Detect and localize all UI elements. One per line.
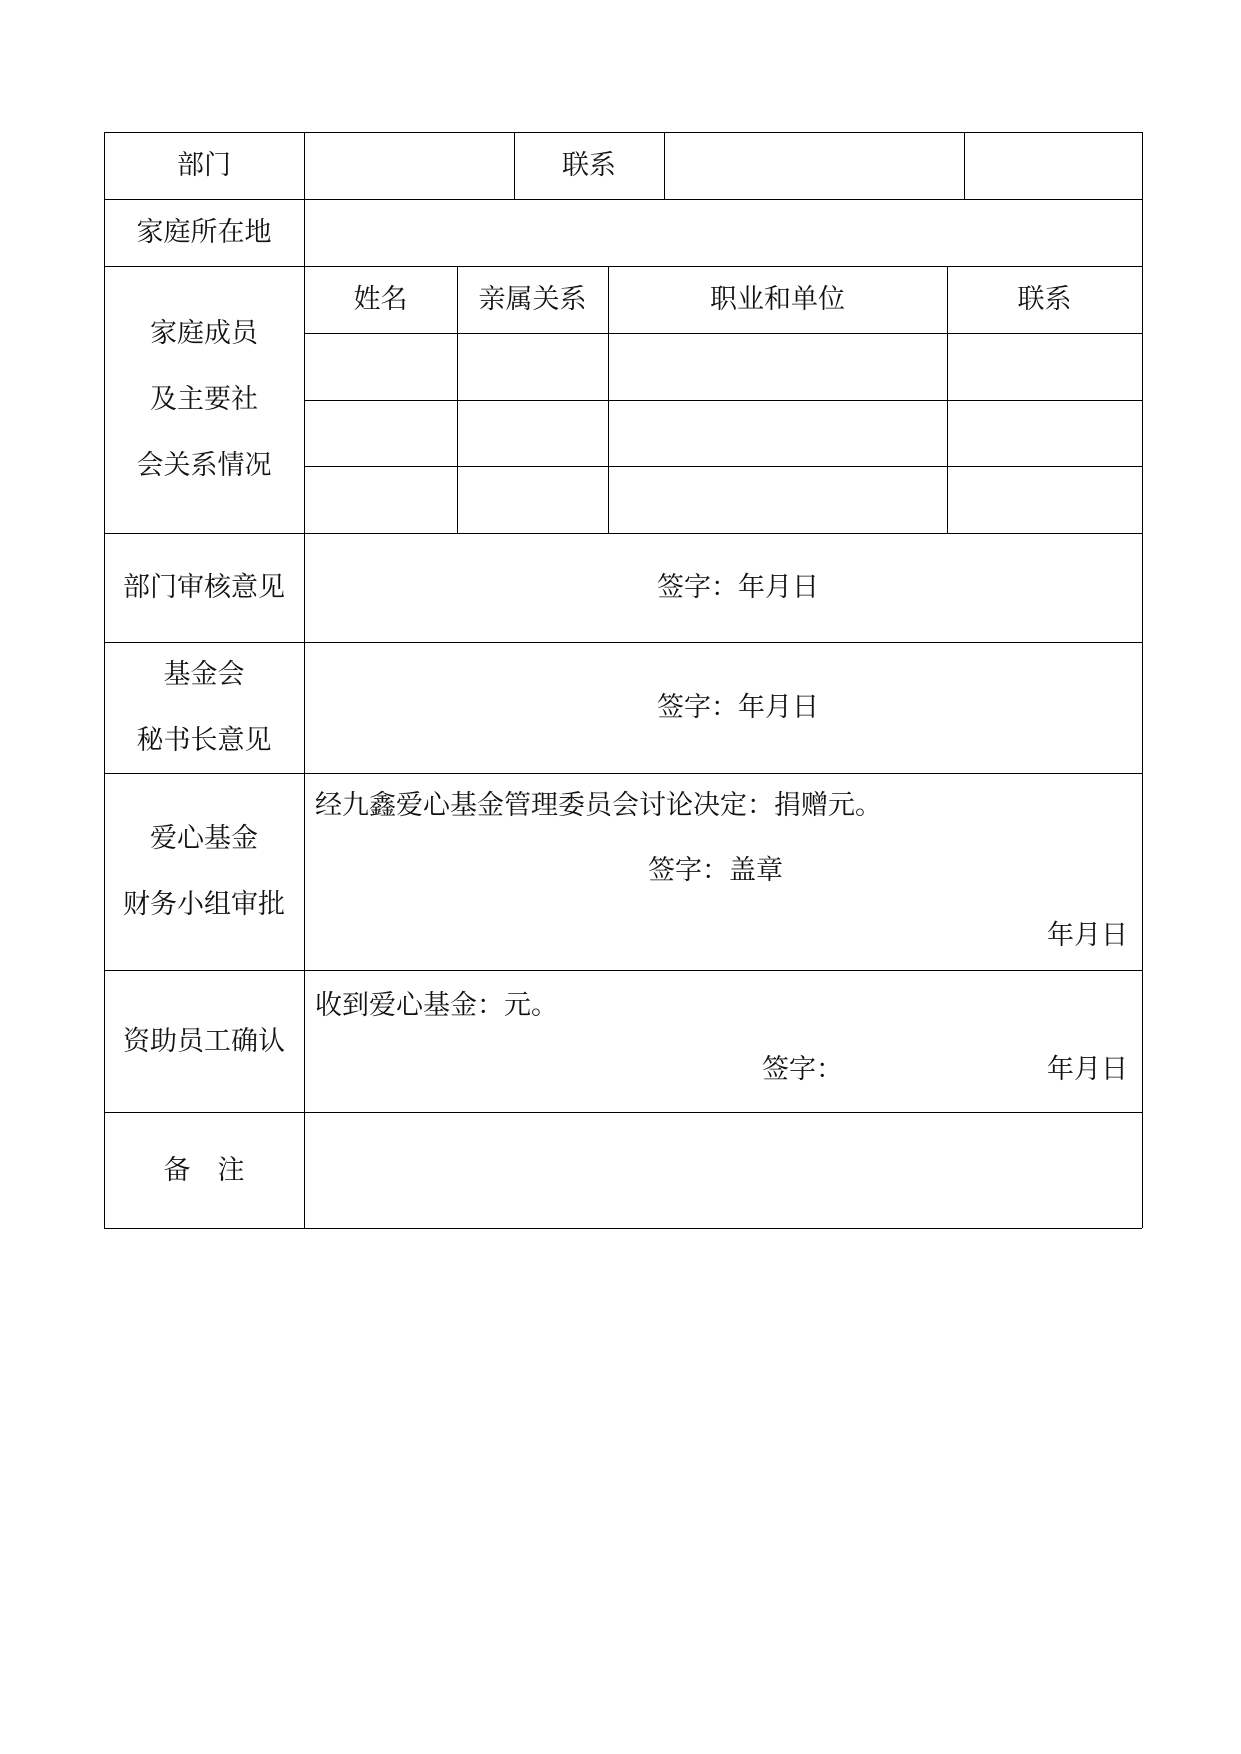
remarks-field[interactable] <box>304 1112 1142 1228</box>
secretary-label <box>104 642 304 773</box>
secretary-label-line: 基金会 <box>163 659 245 690</box>
finance-label-line: 财务小组审批 <box>123 889 285 920</box>
address-field[interactable] <box>304 199 1142 266</box>
header-relation: 亲属关系 <box>478 284 587 315</box>
family-label <box>104 266 304 533</box>
department-field[interactable] <box>304 132 514 199</box>
finance-signature: 签字：盖章 <box>648 855 783 886</box>
confirm-date: 年月日 <box>1047 1054 1128 1085</box>
department-label: 部门 <box>177 150 231 181</box>
confirm-label: 资助员工确认 <box>123 1025 285 1057</box>
confirm-signature: 签字： <box>762 1054 843 1085</box>
secretary-signature: 签字：年月日 <box>657 692 819 723</box>
header-contact: 联系 <box>1017 284 1072 315</box>
finance-decision: 经九鑫爱心基金管理委员会讨论决定：捐赠元。 <box>315 790 882 821</box>
finance-label <box>104 773 304 970</box>
address-label: 家庭所在地 <box>136 217 272 248</box>
table-border-right <box>1142 132 1143 1228</box>
family-label-line: 及主要社 <box>150 384 258 415</box>
header-occupation: 职业和单位 <box>710 284 845 315</box>
family-label-line: 会关系情况 <box>136 450 272 481</box>
confirm-received: 收到爱心基金：元。 <box>315 990 558 1021</box>
family-label-line: 家庭成员 <box>150 318 258 349</box>
finance-label-line: 爱心基金 <box>150 823 258 854</box>
remarks-label: 备 注 <box>163 1154 245 1186</box>
row-divider <box>304 400 1142 401</box>
row-divider <box>304 333 1142 334</box>
contact-label: 联系 <box>562 150 616 181</box>
contact-field[interactable] <box>664 132 964 199</box>
row-divider <box>304 466 1142 467</box>
dept-review-label: 部门审核意见 <box>123 572 285 603</box>
extra-field[interactable] <box>964 132 1142 199</box>
finance-date: 年月日 <box>1047 920 1128 951</box>
header-name: 姓名 <box>353 284 408 315</box>
dept-review-signature: 签字：年月日 <box>657 572 819 603</box>
secretary-label-line: 秘书长意见 <box>136 725 272 756</box>
table-border-bottom <box>104 1228 1142 1229</box>
